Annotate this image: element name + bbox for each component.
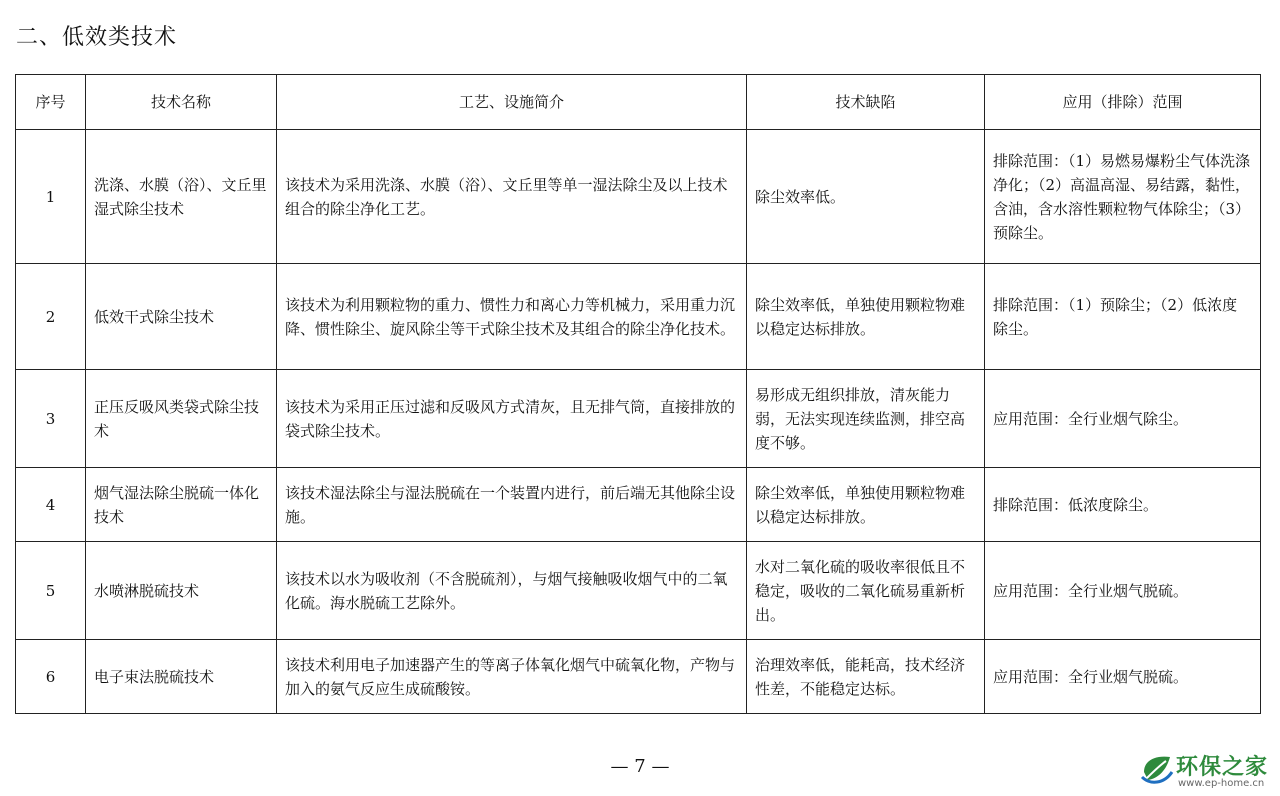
tech-description: 该技术湿法除尘与湿法脱硫在一个装置内进行，前后端无其他除尘设施。 xyxy=(277,468,747,542)
tech-description: 该技术为利用颗粒物的重力、惯性力和离心力等机械力，采用重力沉降、惯性除尘、旋风除尘等干式除尘技术及其组合的除尘净化技术。 xyxy=(277,264,747,370)
row-number: 6 xyxy=(16,640,86,714)
tech-description: 该技术利用电子加速器产生的等离子体氧化烟气中硫氧化物，产物与加入的氨气反应生成硫酸铵。 xyxy=(277,640,747,714)
row-number: 3 xyxy=(16,370,86,468)
tech-description: 该技术为采用正压过滤和反吸风方式清灰，且无排气筒，直接排放的袋式除尘技术。 xyxy=(277,370,747,468)
table-row xyxy=(16,640,1261,714)
table-row xyxy=(16,542,1261,640)
table-header-row xyxy=(16,75,1261,130)
tech-scope: 排除范围：（1）预除尘；（2）低浓度除尘。 xyxy=(985,264,1261,370)
tech-name: 正压反吸风类袋式除尘技术 xyxy=(86,370,277,468)
tech-defect: 水对二氧化硫的吸收率很低且不稳定，吸收的二氧化硫易重新析出。 xyxy=(747,542,985,640)
table-row xyxy=(16,468,1261,542)
tech-description: 该技术为采用洗涤、水膜（浴）、文丘里等单一湿法除尘及以上技术组合的除尘净化工艺。 xyxy=(277,130,747,264)
table-row xyxy=(16,370,1261,468)
tech-defect: 治理效率低，能耗高，技术经济性差，不能稳定达标。 xyxy=(747,640,985,714)
tech-scope: 应用范围：全行业烟气除尘。 xyxy=(985,370,1261,468)
row-number: 2 xyxy=(16,264,86,370)
header-defect: 技术缺陷 xyxy=(747,75,985,130)
header-name: 技术名称 xyxy=(86,75,277,130)
tech-scope: 应用范围：全行业烟气脱硫。 xyxy=(985,640,1261,714)
watermark-brand: 环保之家 xyxy=(1176,755,1269,780)
tech-defect: 除尘效率低，单独使用颗粒物难以稳定达标排放。 xyxy=(747,264,985,370)
technology-table xyxy=(15,74,1261,714)
tech-name: 电子束法脱硫技术 xyxy=(86,640,277,714)
header-scope: 应用（排除）范围 xyxy=(985,75,1261,130)
watermark-logo xyxy=(1140,748,1280,796)
page-number: — 7 — xyxy=(610,756,670,777)
row-number: 4 xyxy=(16,468,86,542)
table-row xyxy=(16,130,1261,264)
header-no: 序号 xyxy=(16,75,86,130)
tech-defect: 易形成无组织排放，清灰能力弱，无法实现连续监测，排空高度不够。 xyxy=(747,370,985,468)
tech-scope: 排除范围：（1）易燃易爆粉尘气体洗涤净化；（2）高温高湿、易结露，黏性，含油，含水溶性颗粒物气体除尘；（3）预除尘。 xyxy=(985,130,1261,264)
tech-defect: 除尘效率低，单独使用颗粒物难以稳定达标排放。 xyxy=(747,468,985,542)
tech-name: 低效干式除尘技术 xyxy=(86,264,277,370)
tech-name: 烟气湿法除尘脱硫一体化技术 xyxy=(86,468,277,542)
watermark-url: www.ep-home.cn xyxy=(1178,778,1265,789)
tech-name: 洗涤、水膜（浴）、文丘里湿式除尘技术 xyxy=(86,130,277,264)
header-description: 工艺、设施简介 xyxy=(277,75,747,130)
table-row xyxy=(16,264,1261,370)
tech-scope: 应用范围：全行业烟气脱硫。 xyxy=(985,542,1261,640)
section-title: 二、低效类技术 xyxy=(16,25,178,50)
tech-defect: 除尘效率低。 xyxy=(747,130,985,264)
row-number: 1 xyxy=(16,130,86,264)
tech-name: 水喷淋脱硫技术 xyxy=(86,542,277,640)
row-number: 5 xyxy=(16,542,86,640)
tech-scope: 排除范围：低浓度除尘。 xyxy=(985,468,1261,542)
leaf-icon xyxy=(1140,752,1174,786)
tech-description: 该技术以水为吸收剂（不含脱硫剂），与烟气接触吸收烟气中的二氧化硫。海水脱硫工艺除外。 xyxy=(277,542,747,640)
